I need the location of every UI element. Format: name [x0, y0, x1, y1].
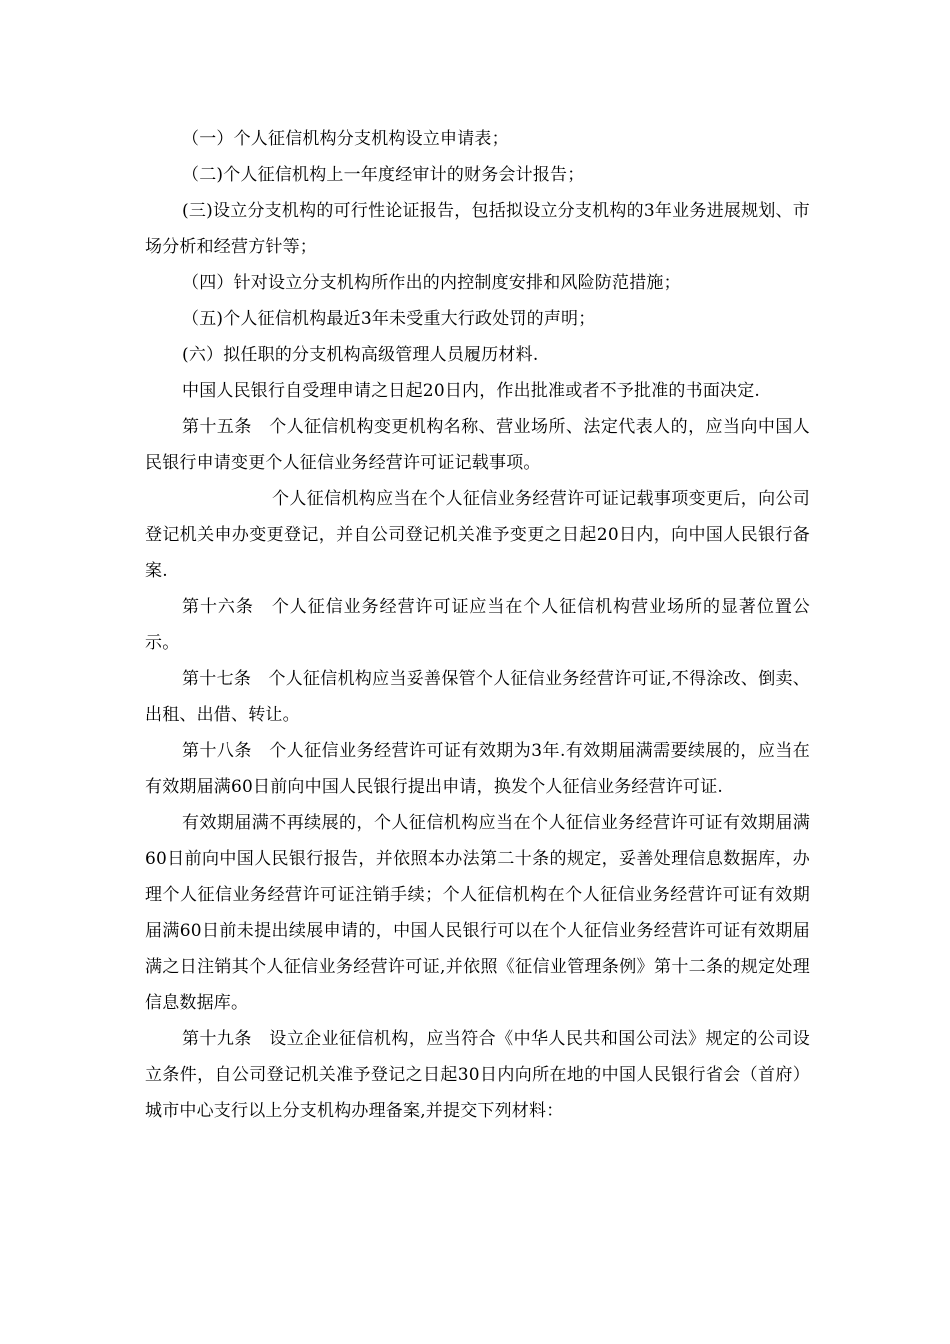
- document-body: [145, 121, 810, 1129]
- paragraph-item-2: （二)个人征信机构上一年度经审计的财务会计报告；: [182, 165, 585, 185]
- paragraph-item-5: （五)个人征信机构最近3年未受重大行政处罚的声明；: [182, 309, 596, 329]
- paragraph-item-1: （一）个人征信机构分支机构设立申请表；: [182, 129, 509, 149]
- paragraph-approval-deadline: 中国人民银行自受理申请之日起20日内，作出批准或者不予批准的书面决定.: [182, 381, 761, 401]
- article-15-paragraph-2: 个人征信机构应当在个人征信业务经营许可证记载事项变更后，向公司登记机关申办变更登记，并自公司登记机关准予变更之日起20日内，向中国人民银行备案.: [145, 489, 810, 581]
- article-16: 第十六条 个人征信业务经营许可证应当在个人征信机构营业场所的显著位置公示。: [145, 597, 810, 653]
- article-18-paragraph-2: 有效期届满不再续展的，个人征信机构应当在个人征信业务经营许可证有效期届满60日前向中国人民银行报告，并依照本办法第二十条的规定，妥善处理信息数据库，办理个人征信业务经营许可证注销手续；个人征信机构在个人征信业务经营许可证有效期届满60日前未提出续展申请的，中国人民银行可以在个人征信业务经营许可证有效期届满之日注销其个人征信业务经营许可证,并依照《征信业管理条例》第十二条的规定处理信息数据库。: [145, 813, 810, 1013]
- paragraph-item-4: （四）针对设立分支机构所作出的内控制度安排和风险防范措施；: [182, 273, 681, 293]
- paragraph-item-3: (三)设立分支机构的可行性论证报告，包括拟设立分支机构的3年业务进展规划、市场分析和经营方针等；: [145, 201, 810, 257]
- article-15: 第十五条 个人征信机构变更机构名称、营业场所、法定代表人的，应当向中国人民银行申请变更个人征信业务经营许可证记载事项。: [145, 417, 810, 473]
- article-19: 第十九条 设立企业征信机构，应当符合《中华人民共和国公司法》规定的公司设立条件，自公司登记机关准予登记之日起30日内向所在地的中国人民银行省会（首府）城市中心支行以上分支机构办理备案,并提交下列材料：: [145, 1029, 810, 1121]
- paragraph-item-6: (六）拟任职的分支机构高级管理人员履历材料.: [182, 345, 539, 365]
- article-18: 第十八条 个人征信业务经营许可证有效期为3年.有效期届满需要续展的，应当在有效期届满60日前向中国人民银行提出申请，换发个人征信业务经营许可证.: [145, 741, 810, 797]
- article-17: 第十七条 个人征信机构应当妥善保管个人征信业务经营许可证,不得涂改、倒卖、出租、出借、转让。: [145, 669, 810, 725]
